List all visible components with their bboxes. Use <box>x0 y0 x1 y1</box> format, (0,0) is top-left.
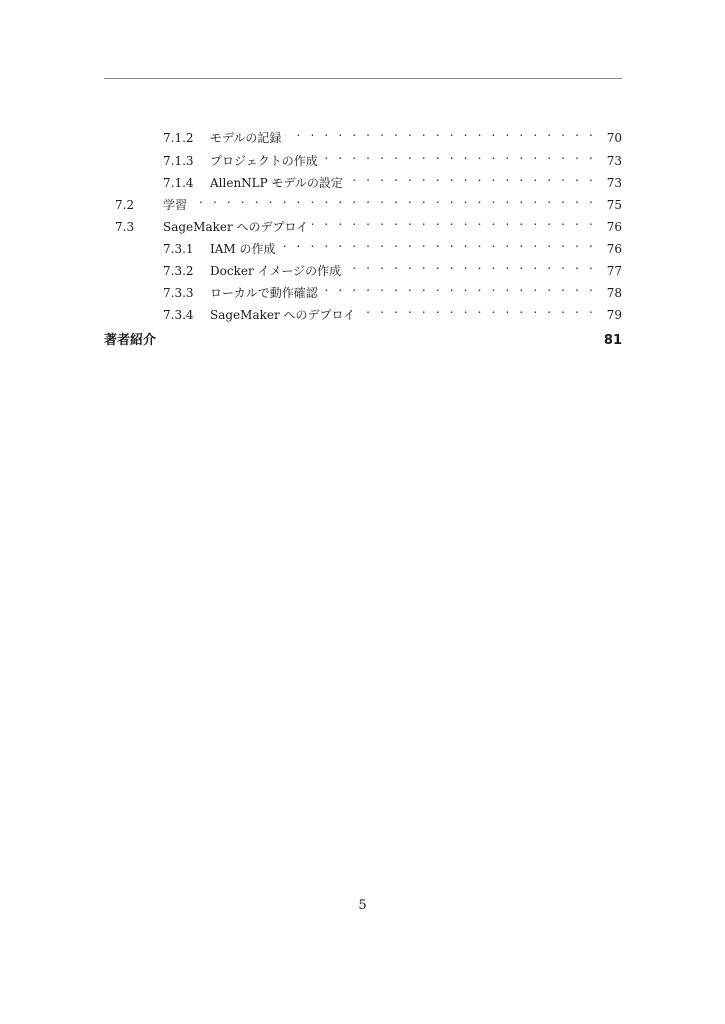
dot-leader <box>322 145 596 165</box>
dot-leader <box>191 189 596 209</box>
dot-leader <box>359 299 596 319</box>
toc-entry-page: 77 <box>606 264 622 278</box>
toc-entry[interactable] <box>163 255 622 278</box>
toc-entry-number: 7.1.3 <box>163 154 194 168</box>
toc-entry-page: 78 <box>606 286 622 300</box>
toc-entry[interactable] <box>163 233 622 256</box>
toc-entry-page: 73 <box>606 176 622 190</box>
toc-entry-number: 7.3.3 <box>163 286 194 300</box>
toc-chapter-title: 著者紹介 <box>104 333 157 348</box>
toc-entry-page: 75 <box>606 198 622 212</box>
toc-entry[interactable] <box>163 299 622 322</box>
toc-entry-title: IAM の作成 <box>210 242 276 256</box>
toc-entry-number: 7.3.4 <box>163 308 194 322</box>
toc-entry-title: 学習 <box>163 198 188 212</box>
toc-entry-number: 7.3.2 <box>163 264 194 278</box>
toc-entry-number: 7.2 <box>115 198 135 212</box>
toc-entry-number: 7.1.2 <box>163 131 194 145</box>
toc-entry-page: 76 <box>606 220 622 234</box>
toc-entry[interactable] <box>163 167 622 190</box>
toc-entry[interactable] <box>115 211 622 234</box>
toc-chapter-page: 81 <box>603 333 622 348</box>
toc-entry-page: 79 <box>606 308 622 322</box>
toc-entry-number: 7.1.4 <box>163 176 194 190</box>
dot-leader <box>322 277 596 297</box>
toc-entry-title: モデルの記録 <box>210 131 282 145</box>
dot-leader <box>347 167 596 187</box>
toc-entry[interactable] <box>163 277 622 300</box>
toc-entry-title: AllenNLP モデルの設定 <box>210 176 343 190</box>
toc-entry-title: ローカルで動作確認 <box>210 286 318 300</box>
page-number: 5 <box>358 898 367 913</box>
dot-leader <box>285 122 596 142</box>
toc-entry-page: 76 <box>606 242 622 256</box>
toc-entry-title: SageMaker へのデプロイ <box>163 220 309 234</box>
toc-entry[interactable] <box>115 189 622 212</box>
toc-entry-title: プロジェクトの作成 <box>210 154 318 168</box>
toc-entry-number: 7.3 <box>115 220 135 234</box>
toc-entry-title: SageMaker へのデプロイ <box>210 308 356 322</box>
dot-leader <box>312 211 596 231</box>
toc-chapter-entry[interactable] <box>104 330 622 352</box>
toc-entry-number: 7.3.1 <box>163 242 194 256</box>
toc-entry-page: 70 <box>606 131 622 145</box>
toc-entry-title: Docker イメージの作成 <box>210 264 342 278</box>
dot-leader <box>345 255 596 275</box>
dot-leader <box>280 233 596 253</box>
toc-entry[interactable] <box>163 145 622 168</box>
toc-entry-page: 73 <box>606 154 622 168</box>
toc-entry[interactable] <box>163 122 622 145</box>
